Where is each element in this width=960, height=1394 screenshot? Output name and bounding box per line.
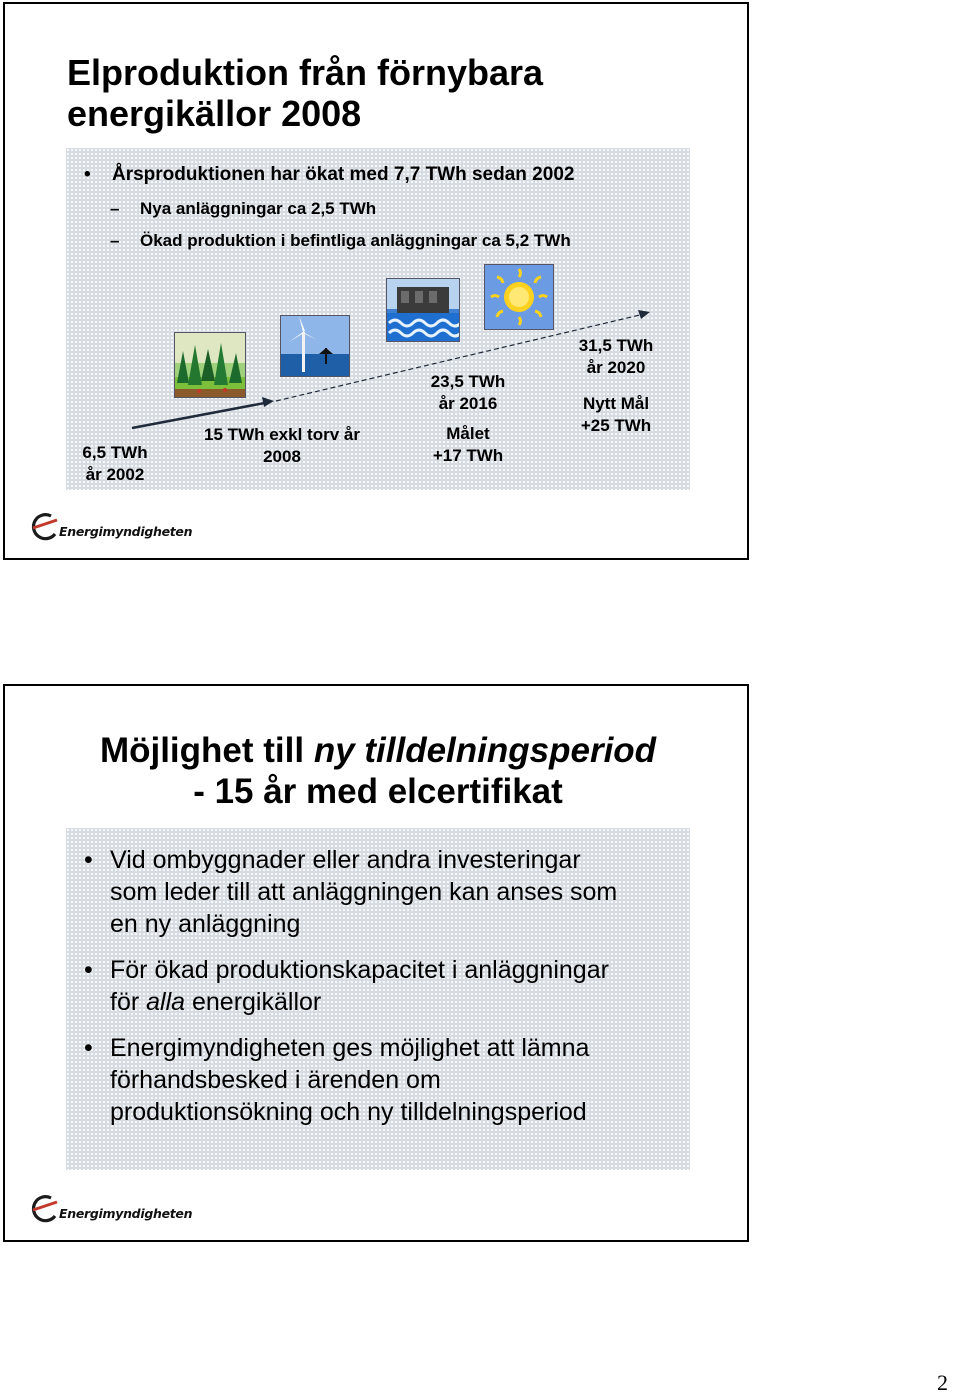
hydro-dam-icon [386,278,460,342]
bullet-rebuilds: • Vid ombyggnader eller andra investeringar som leder till att anläggningen kan anses som en ny anläggning [84,846,618,938]
title-line-1: Elproduktion från förnybara [67,52,544,93]
title-line-2: energikällor 2008 [67,93,362,134]
sub-bullet-new-plants: – Nya anläggningar ca 2,5 TWh [110,199,377,218]
forest-icon [174,332,246,398]
bullet-increased-capacity: • För ökad produktionskapacitet i anläggningar för alla energikällor [84,956,609,1016]
sub-bullet-increased-production: – Ökad produktion i befintliga anläggningar ca 5,2 TWh [110,231,571,250]
page-number: 2 [937,1370,948,1394]
milestone-2020: 31,5 TWh år 2020 Nytt Mål +25 TWh [578,336,654,435]
content-box [66,148,690,490]
content-box [66,828,690,1170]
milestone-2002: 6,5 TWh år 2002 [82,443,148,484]
title-line-1: Möjlighet till ny tilldelningsperiod [99,731,657,770]
energimyndigheten-logo: Energimyndigheten [29,510,179,544]
slide-new-allocation-period [3,684,749,1242]
wind-turbine-icon [280,315,350,377]
bullet-annual-production: • Årsproduktionen har ökat med 7,7 TWh sedan 2002 [84,164,575,185]
sun-icon [484,264,554,330]
logo-mark-icon [29,1192,63,1224]
milestone-2008: 15 TWh exkl torv år 2008 [204,425,360,466]
milestone-2016: 23,5 TWh år 2016 Målet +17 TWh [430,372,506,465]
slide-renewable-production [3,2,749,560]
logo-mark-icon [29,510,63,542]
slide-title [5,730,751,812]
energimyndigheten-logo: Energimyndigheten [29,1192,179,1226]
title-line-2: - 15 år med elcertifikat [193,772,563,811]
slide-title [67,52,687,134]
bullet-advance-ruling: • Energimyndigheten ges möjlighet att lämna förhandsbesked i ärenden om produktionsökning och ny tilldelningsperiod [84,1034,590,1126]
